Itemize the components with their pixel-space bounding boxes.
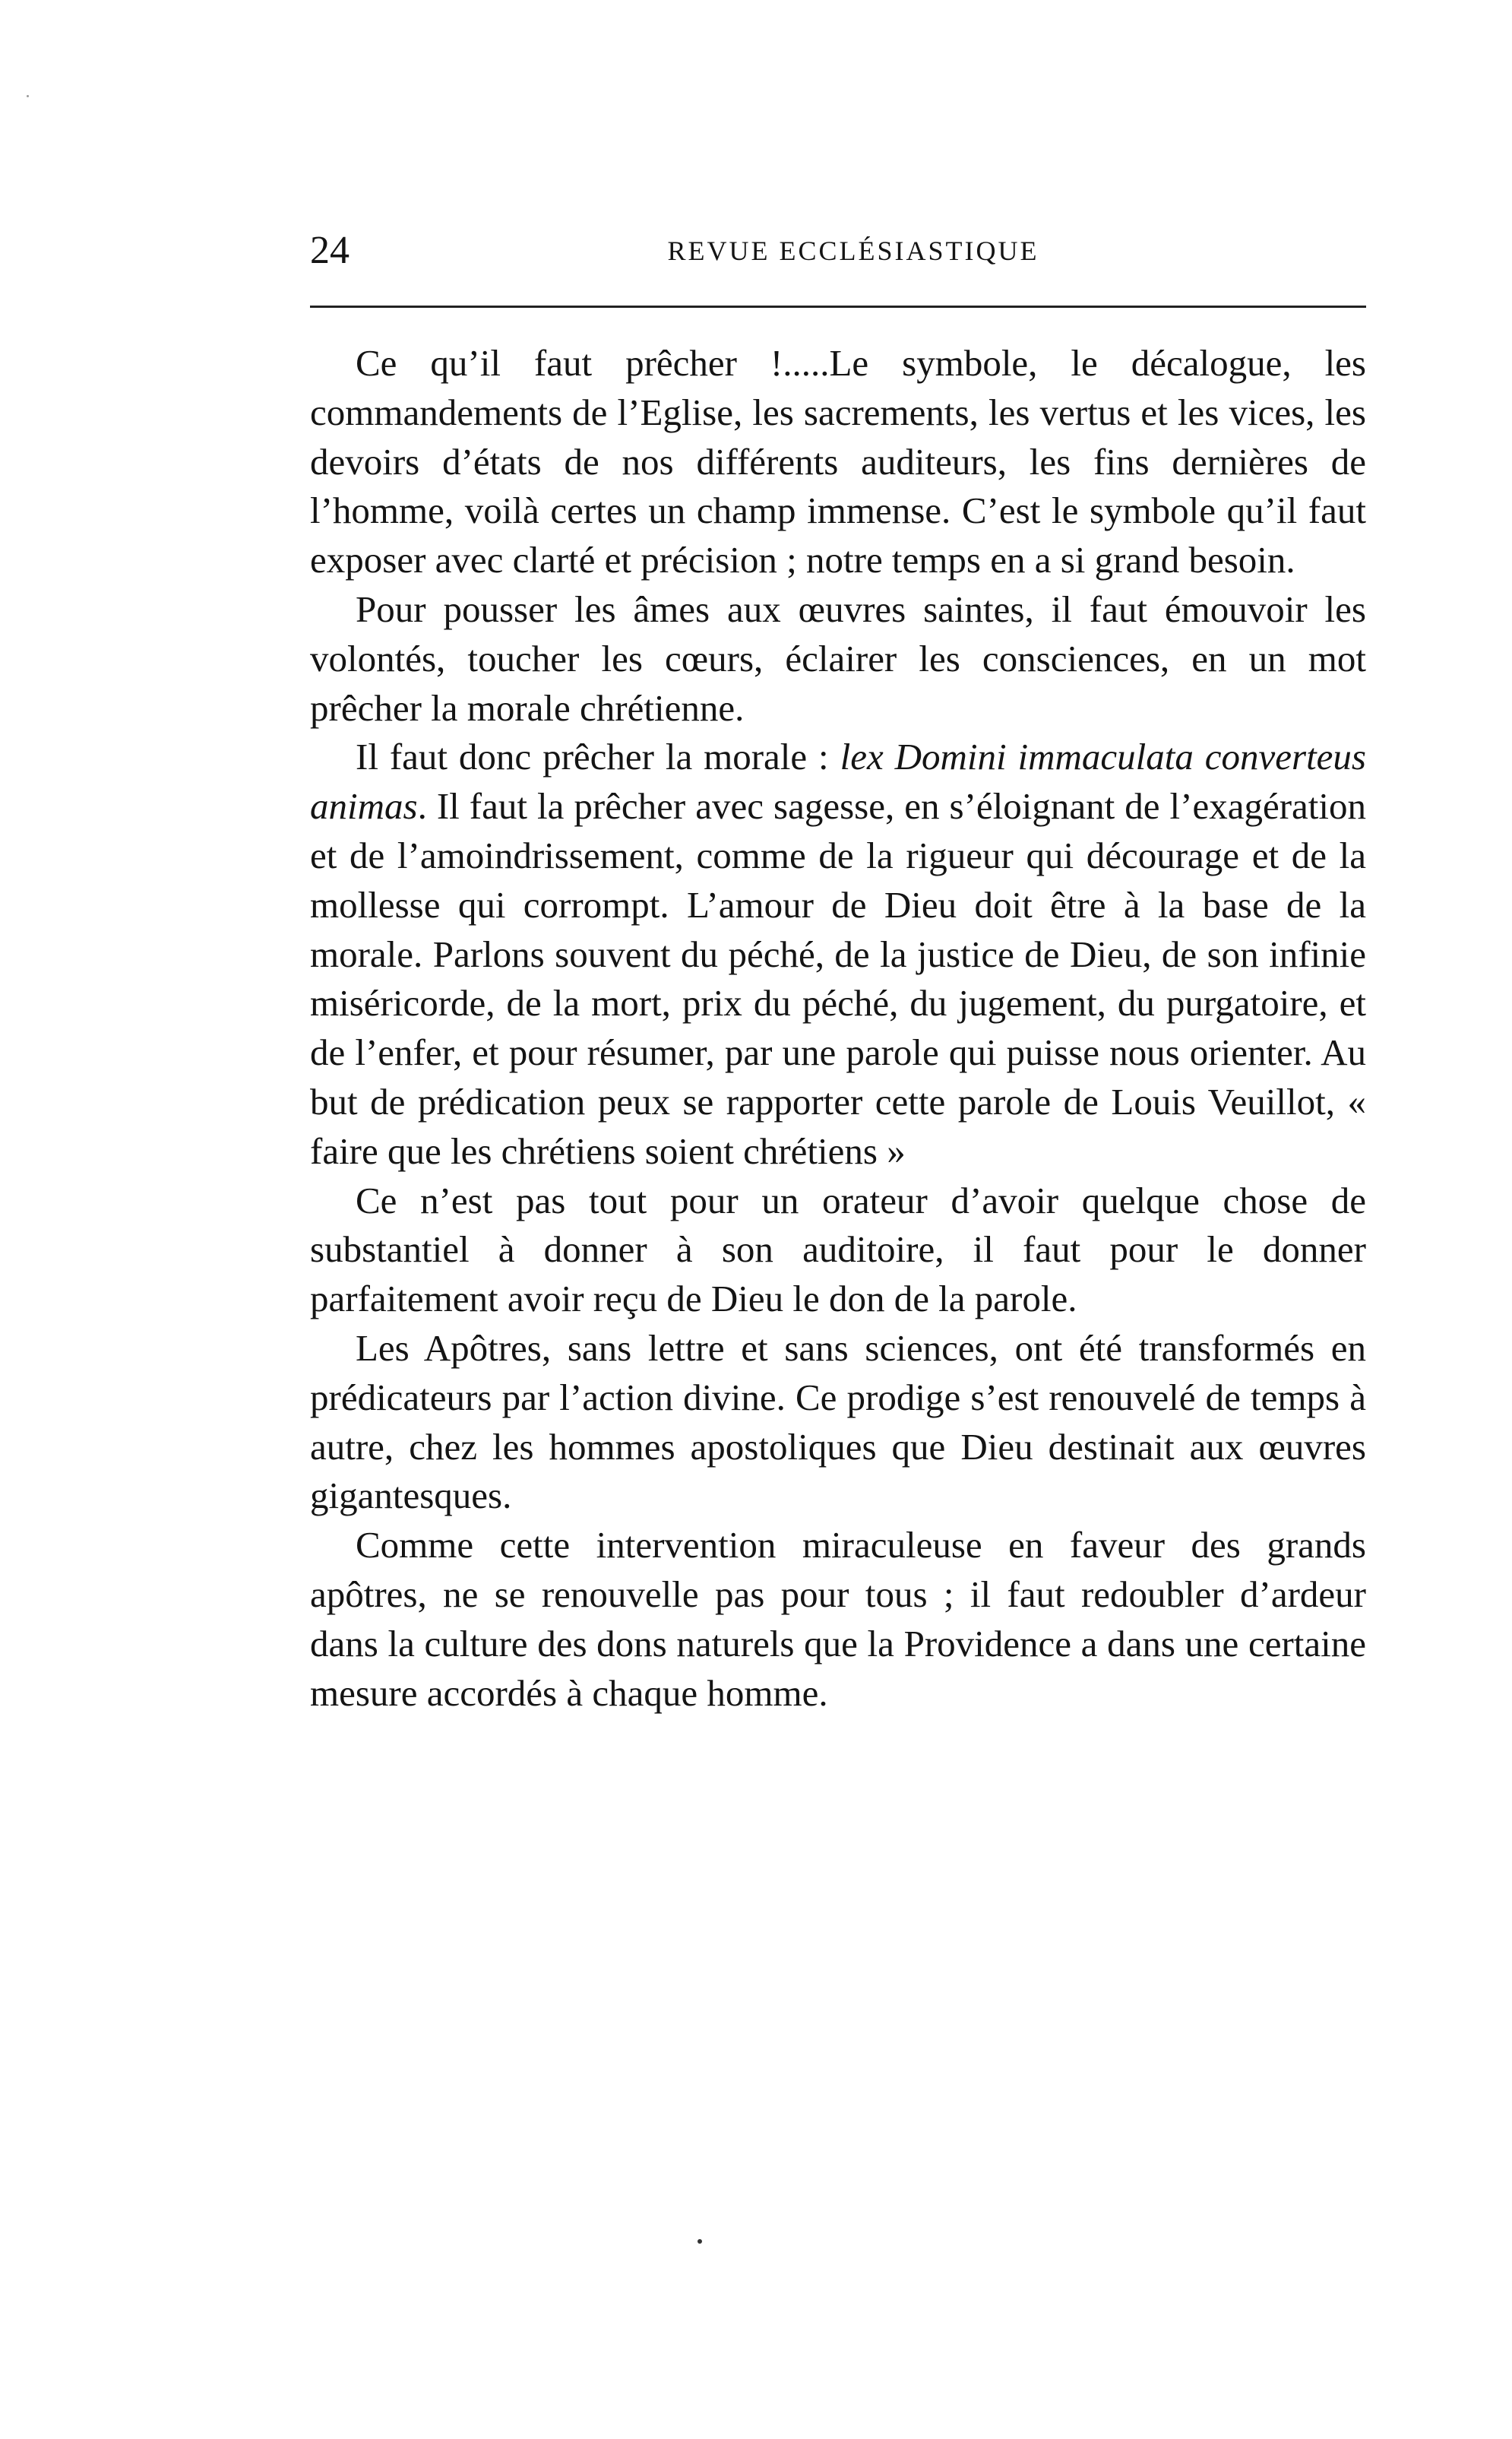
paragraph: Comme cette intervention miraculeuse en faveur des grands apôtres, ne se renouvelle pas pour tous ; il faut redoubler d’ardeur dans la culture des dons naturels que la Providence a dans une certaine mesure accordés à chaque homme.	[310, 1524, 1366, 1714]
scan-speck	[27, 95, 29, 97]
paragraph: Pour pousser les âmes aux œuvres saintes, il faut émouvoir les volontés, toucher les cœurs, éclairer les consciences, en un mot prêcher la morale chrétienne.	[310, 588, 1366, 729]
latin-quotation: lex Domini immaculata converteus animas	[310, 736, 1367, 828]
journal-title: REVUE ECCLÉSIASTIQUE	[667, 236, 1039, 266]
paragraph: Les Apôtres, sans lettre et sans sciences, ont été transformés en prédicateurs par l’action divine. Ce prodige s’est renouvelé de temps à autre, chez les hommes apostoliques que Dieu destinait aux œuvres gigantesques.	[310, 1326, 1366, 1517]
paragraph: Ce n’est pas tout pour un orateur d’avoir quelque chose de substantiel à donner à son auditoire, il faut pour le donner parfaitement avoir reçu de Dieu le don de la parole.	[310, 1179, 1366, 1320]
header-rule	[310, 306, 1366, 308]
scan-speck	[697, 2239, 702, 2244]
body-text	[310, 339, 1366, 1718]
paragraph-text: Il faut donc prêcher la morale :	[356, 736, 840, 778]
paragraph: Ce qu’il faut prêcher !.....Le symbole, le décalogue, les commandements de l’Eglise, les sacrements, les vertus et les vices, les devoirs d’états de nos différents auditeurs, les fins dernières de l’homme, voilà certes un champ immense. C’est le symbole qu’il faut exposer avec clarté et précision ; notre temps en a si grand besoin.	[310, 342, 1366, 581]
paragraph-text: . Il faut la prêcher avec sagesse, en s’éloignant de l’exagération et de l’amoindrissement, comme de la rigueur qui décourage et de la mollesse qui corrompt. L’amour de Dieu doit être à la base de la morale. Parlons souvent du péché, de la justice de Dieu, de son infinie miséricorde, de la mort, prix du péché, du jugement, du purgatoire, et de l’enfer, et pour résumer, par une parole qui puisse nous orienter. Au but de prédication peux se rapporter cette parole de Louis Veuillot, « faire que les chrétiens soient chrétiens »	[310, 785, 1366, 1172]
paragraph	[310, 733, 1366, 1176]
page-number: 24	[310, 229, 350, 272]
running-head	[310, 220, 1366, 281]
